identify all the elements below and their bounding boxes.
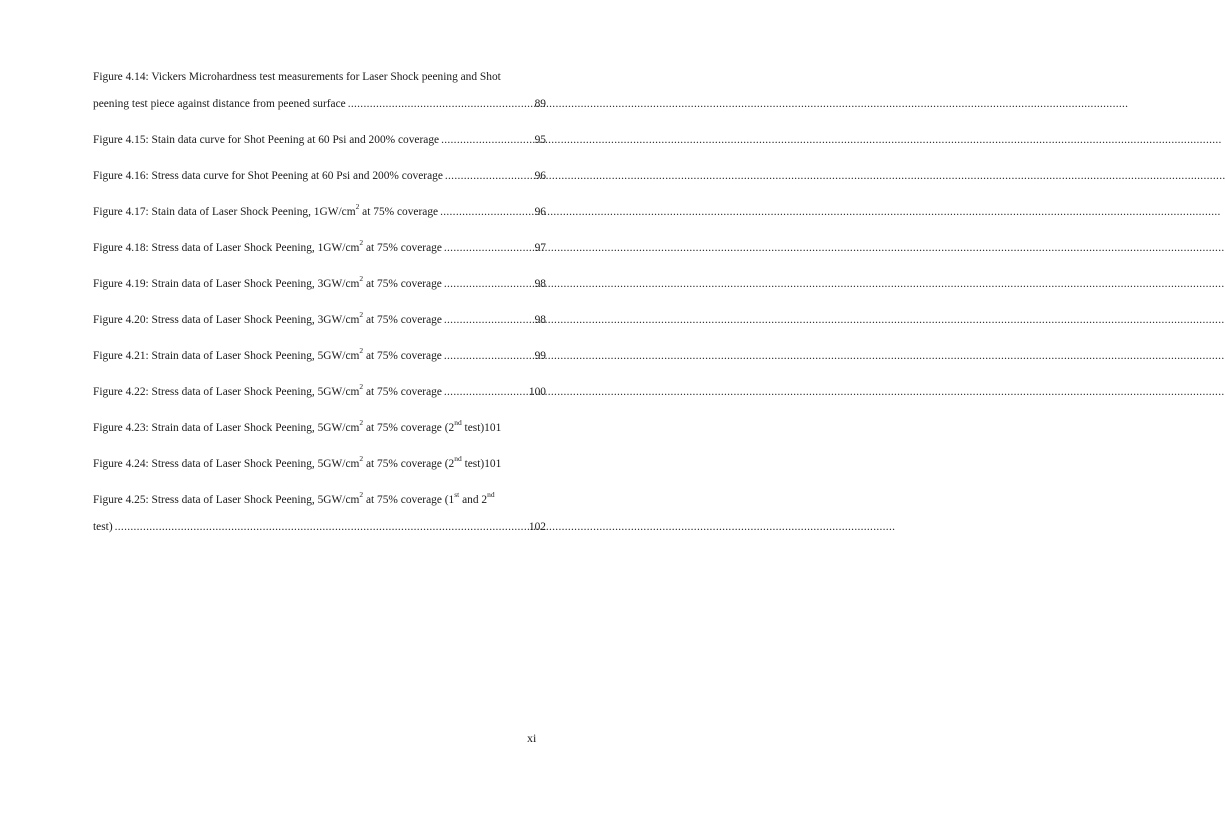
superscript: 2 (359, 310, 364, 320)
toc-entry-line-1 (93, 70, 546, 85)
toc-entry-4-20[interactable] (93, 310, 546, 328)
title-text: Figure 4.18: Stress data of Laser Shock Peening, 1GW/cm (93, 242, 360, 254)
title-text-continued: at 75% coverage (363, 314, 442, 326)
toc-entry-page: 97 (534, 242, 546, 254)
title-text: Figure 4.23: Strain data of Laser Shock Peening, 5GW/cm (93, 422, 360, 434)
title-text-continued: at 75% coverage (363, 278, 442, 290)
toc-entry-page: 95 (534, 134, 546, 146)
title-text-end: test) (461, 458, 485, 470)
superscript: 2 (359, 490, 364, 500)
title-text: Figure 4.24: Stress data of Laser Shock Peening, 5GW/cm (93, 458, 360, 470)
toc-entry-line-2 (93, 97, 546, 112)
toc-entry-page: 96 (534, 206, 546, 218)
toc-entry-4-23[interactable] (93, 418, 546, 436)
dot-leader (444, 385, 527, 400)
toc-entry-4-21[interactable] (93, 346, 546, 364)
toc-entry-4-25[interactable] (93, 490, 546, 535)
ordinal-superscript: nd (454, 418, 462, 428)
title-text-continued: at 75% coverage (363, 242, 442, 254)
toc-entry-page: 100 (528, 386, 546, 398)
superscript: 2 (359, 346, 364, 356)
title-text-end: test) (461, 422, 485, 434)
toc-entry-page: 101 (484, 458, 502, 470)
dot-leader (348, 97, 533, 112)
toc-entry-4-14[interactable] (93, 70, 546, 112)
ordinal-superscript: nd (454, 454, 462, 464)
title-text: Figure 4.22: Stress data of Laser Shock Peening, 5GW/cm (93, 386, 360, 398)
dot-leader (441, 133, 533, 148)
title-text: Figure 4.17: Stain data of Laser Shock Peening, 1GW/cm (93, 206, 356, 218)
toc-entry-title (93, 346, 442, 364)
toc-entry-title-continued: test) (93, 521, 113, 533)
toc-entry-line-1 (93, 490, 546, 508)
dot-leader (444, 241, 533, 256)
dot-leader (444, 277, 533, 292)
toc-entry-title (93, 274, 442, 292)
toc-entry-title (93, 202, 439, 220)
toc-entry-title: Figure 4.15: Stain data curve for Shot Peening at 60 Psi and 200% coverage (93, 134, 440, 146)
title-text-continued: at 75% coverage (363, 350, 442, 362)
toc-entry-page: 96 (534, 170, 546, 182)
title-text-continued: at 75% coverage (2 (363, 422, 455, 434)
page-number: xi (527, 731, 537, 745)
toc-entry-4-17[interactable] (93, 202, 546, 220)
toc-entry-4-15[interactable] (93, 133, 546, 148)
title-text-continued: at 75% coverage (2 (363, 458, 455, 470)
superscript: 2 (355, 202, 360, 212)
toc-entry-title: Figure 4.14: Vickers Microhardness test measurements for Laser Shock peening and Shot (93, 71, 501, 83)
title-text-continued: at 75% coverage (1 (363, 494, 455, 506)
dot-leader (445, 169, 533, 184)
toc-entry-page: 98 (534, 314, 546, 326)
title-text: Figure 4.21: Strain data of Laser Shock Peening, 5GW/cm (93, 350, 360, 362)
superscript: 2 (359, 238, 364, 248)
title-text-continued: at 75% coverage (363, 386, 442, 398)
toc-entry-page: 102 (528, 521, 546, 533)
dot-leader (444, 349, 533, 364)
toc-entry-title (93, 310, 442, 328)
title-text-and: and 2 (459, 494, 488, 506)
toc-entry-4-19[interactable] (93, 274, 546, 292)
toc-entry-title (93, 454, 485, 472)
title-text: Figure 4.25: Stress data of Laser Shock Peening, 5GW/cm (93, 494, 360, 506)
superscript: 2 (359, 418, 364, 428)
toc-entry-title (93, 490, 495, 508)
toc-entry-page: 98 (534, 278, 546, 290)
toc-entry-4-22[interactable] (93, 382, 546, 400)
dot-leader (115, 520, 527, 535)
dot-leader (440, 205, 533, 220)
toc-entry-title: Figure 4.16: Stress data curve for Shot Peening at 60 Psi and 200% coverage (93, 170, 443, 182)
list-of-figures (93, 70, 546, 556)
title-text: Figure 4.19: Strain data of Laser Shock Peening, 3GW/cm (93, 278, 360, 290)
title-text: Figure 4.20: Stress data of Laser Shock Peening, 3GW/cm (93, 314, 360, 326)
ordinal-superscript: st (454, 490, 460, 500)
toc-entry-page: 89 (534, 98, 546, 110)
toc-entry-title-continued: peening test piece against distance from peened surface (93, 98, 346, 110)
toc-entry-4-24[interactable] (93, 454, 546, 472)
superscript: 2 (359, 454, 364, 464)
superscript: 2 (359, 382, 364, 392)
ordinal-superscript-2: nd (487, 490, 495, 500)
toc-entry-page: 101 (484, 422, 502, 434)
toc-entry-line-2 (93, 520, 546, 535)
toc-entry-4-16[interactable] (93, 169, 546, 184)
dot-leader (444, 313, 533, 328)
toc-entry-title (93, 418, 485, 436)
toc-entry-title (93, 238, 442, 256)
toc-entry-page: 99 (534, 350, 546, 362)
superscript: 2 (359, 274, 364, 284)
toc-entry-title (93, 382, 442, 400)
toc-entry-4-18[interactable] (93, 238, 546, 256)
title-text-continued: at 75% coverage (359, 206, 439, 218)
